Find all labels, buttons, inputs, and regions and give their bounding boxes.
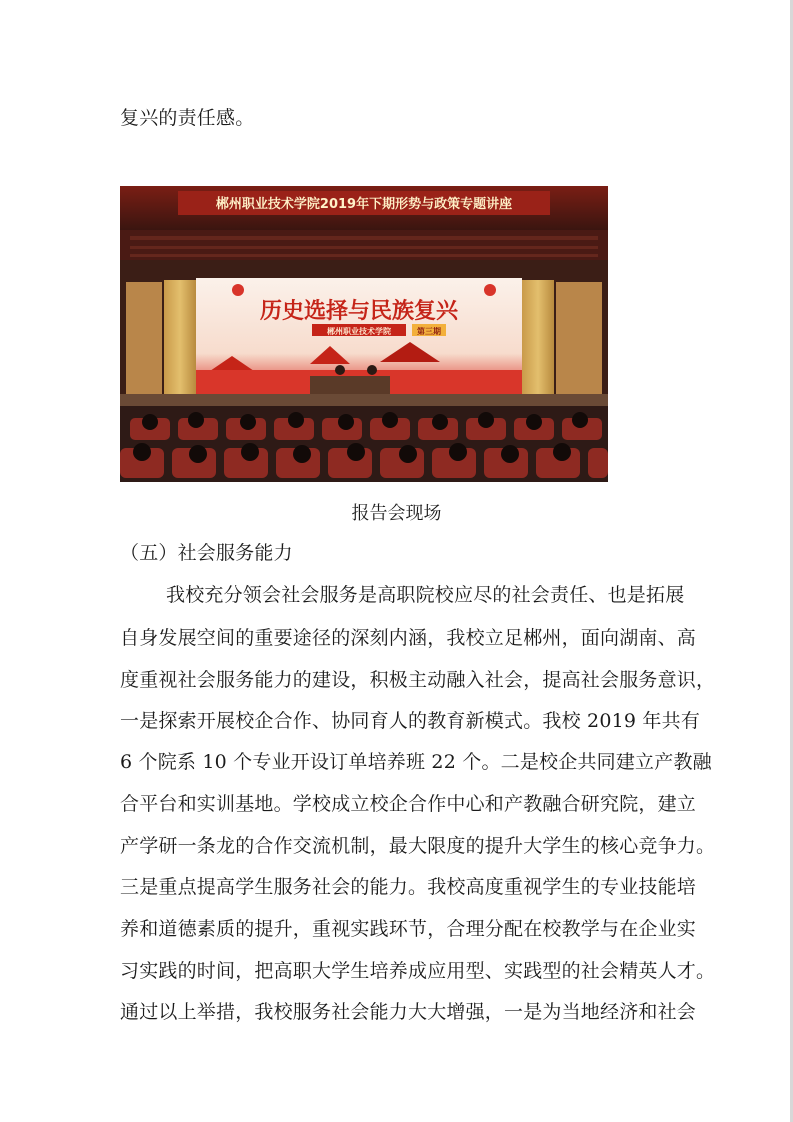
paragraph-line: 通过以上举措，我校服务社会能力大大增强，一是为当地经济和社会 [120, 1001, 697, 1023]
photo-caption: 报告会现场 [351, 503, 442, 524]
paragraph-line: 6 个院系 10 个专业开设订单培养班 22 个。二是校企共同建立产教融 [120, 751, 712, 773]
paragraph-line: 我校充分领会社会服务是高职院校应尽的社会责任、也是拓展 [166, 584, 685, 606]
lecture-photo [120, 186, 608, 482]
paragraph-line: 合平台和实训基地。学校成立校企合作中心和产教融合研究院，建立 [120, 793, 697, 815]
photo-screen-title: 历史选择与民族复兴 [259, 299, 459, 324]
photo-banner-text: 郴州职业技术学院2019年下期形势与政策专题讲座 [215, 197, 513, 212]
paragraph-line: 一是探索开展校企合作、协同育人的教育新模式。我校 2019 年共有 [120, 710, 701, 732]
paragraph-line: 三是重点提高学生服务社会的能力。我校高度重视学生的专业技能培 [120, 876, 697, 898]
lecture-photo-graphic [120, 186, 608, 482]
paragraph-line: 自身发展空间的重要途径的深刻内涵，我校立足郴州，面向湖南、高 [120, 627, 697, 649]
section-heading: （五）社会服务能力 [120, 542, 293, 564]
photo-screen-tag: 第三期 [417, 327, 441, 336]
top-fragment-text: 复兴的责任感。 [120, 107, 255, 129]
paragraph-line: 度重视社会服务能力的建设，积极主动融入社会，提高社会服务意识， [120, 669, 716, 691]
paragraph-line: 产学研一条龙的合作交流机制，最大限度的提升大学生的核心竞争力。 [120, 835, 716, 857]
photo-screen-subtitle: 郴州职业技术学院 [327, 327, 391, 336]
paragraph-line: 养和道德素质的提升，重视实践环节，合理分配在校教学与在企业实 [120, 918, 697, 940]
paragraph-line: 习实践的时间，把高职大学生培养成应用型、实践型的社会精英人才。 [120, 960, 716, 982]
